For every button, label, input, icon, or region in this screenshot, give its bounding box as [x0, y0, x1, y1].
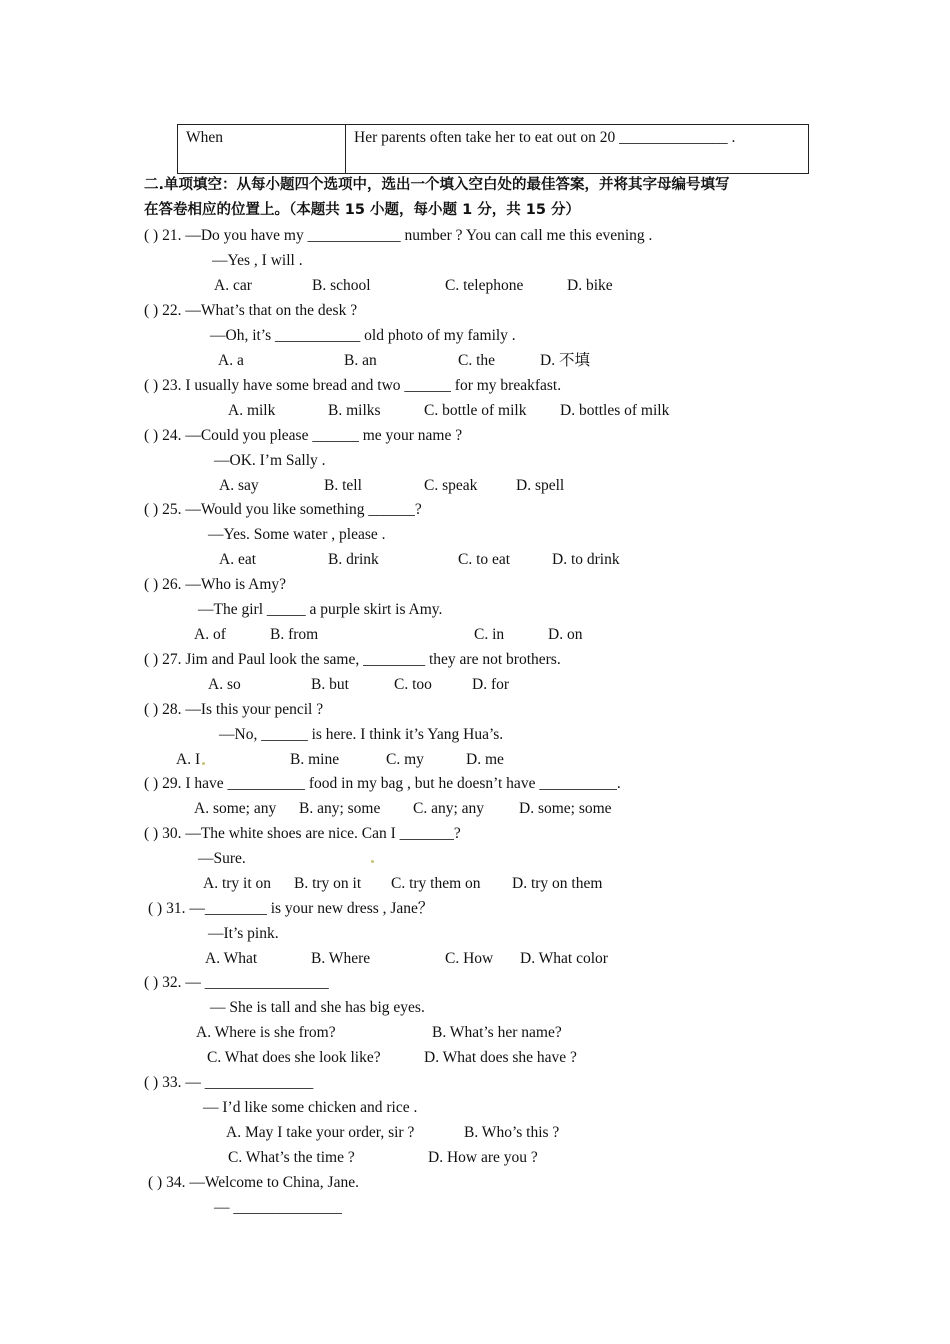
option-29-c: C. any; any	[413, 800, 485, 817]
option-28-c: C. my	[386, 751, 424, 768]
question-28-reply: —No, ______ is here. I think it’s Yang Hua’s.	[219, 726, 504, 743]
option-30-b: B. try on it	[294, 875, 362, 892]
question-34-reply: — ______________	[214, 1199, 342, 1216]
option-21-c: C. telephone	[445, 277, 524, 294]
option-26-a: A. of	[194, 626, 226, 643]
question-33-reply: — I’d like some chicken and rice .	[203, 1099, 418, 1116]
option-22-a: A. a	[218, 352, 244, 369]
option-33-c: C. What’s the time ?	[228, 1149, 355, 1166]
option-32-d: D. What does she have ?	[424, 1049, 577, 1066]
question-26: ( ) 26. —Who is Amy?	[144, 576, 287, 593]
option-31-d: D. What color	[520, 950, 608, 967]
question-33: ( ) 33. — ______________	[144, 1074, 314, 1091]
option-28-a: A. I	[176, 751, 201, 768]
option-22-d: D. 不填	[540, 352, 590, 369]
option-31-a: A. What	[205, 950, 258, 967]
question-30: ( ) 30. —The white shoes are nice. Can I _______?	[144, 825, 461, 842]
option-30-a: A. try it on	[203, 875, 272, 892]
question-22-reply: —Oh, it’s ___________ old photo of my family .	[210, 327, 516, 344]
option-26-b: B. from	[270, 626, 319, 643]
option-25-d: D. to drink	[552, 551, 620, 568]
question-28: ( ) 28. —Is this your pencil ?	[144, 701, 324, 718]
section-heading-line1: 二.单项填空：从每小题四个选项中，选出一个填入空白处的最佳答案，并将其字母编号填写	[144, 177, 730, 193]
table-label-cell: When	[178, 125, 346, 174]
stray-mark	[202, 762, 205, 765]
question-23: ( ) 23. I usually have some bread and two ______ for my breakfast.	[144, 377, 562, 394]
option-30-c: C. try them on	[391, 875, 481, 892]
option-29-d: D. some; some	[519, 800, 612, 817]
question-27: ( ) 27. Jim and Paul look the same, ________ they are not brothers.	[144, 651, 561, 668]
option-23-a: A. milk	[228, 402, 276, 419]
option-25-a: A. eat	[219, 551, 257, 568]
option-24-b: B. tell	[324, 477, 362, 494]
option-21-a: A. car	[214, 277, 252, 294]
question-31: ( ) 31. —________ is your new dress , Jane？	[148, 900, 434, 917]
question-34: ( ) 34. —Welcome to China, Jane.	[148, 1174, 359, 1191]
option-31-b: B. Where	[311, 950, 371, 967]
question-24: ( ) 24. —Could you please ______ me your name ?	[144, 427, 463, 444]
option-21-b: B. school	[312, 277, 371, 294]
option-24-c: C. speak	[424, 477, 478, 494]
option-22-c: C. the	[458, 352, 496, 369]
option-21-d: D. bike	[567, 277, 613, 294]
question-29: ( ) 29. I have __________ food in my bag , but he doesn’t have __________.	[144, 775, 621, 792]
option-33-b: B. Who’s this ?	[464, 1124, 560, 1141]
option-25-b: B. drink	[328, 551, 379, 568]
option-24-d: D. spell	[516, 477, 565, 494]
option-28-b: B. mine	[290, 751, 340, 768]
option-28-d: D. me	[466, 751, 504, 768]
question-21-reply: —Yes , I will .	[212, 252, 303, 269]
option-32-c: C. What does she look like?	[207, 1049, 381, 1066]
question-32: ( ) 32. — ________________	[144, 974, 329, 991]
question-31-reply: —It’s pink.	[208, 925, 279, 942]
question-32-reply: — She is tall and she has big eyes.	[210, 999, 425, 1016]
option-27-a: A. so	[208, 676, 241, 693]
question-25-reply: —Yes. Some water , please .	[208, 526, 386, 543]
option-33-a: A. May I take your order, sir ?	[226, 1124, 415, 1141]
question-25: ( ) 25. —Would you like something ______?	[144, 501, 422, 518]
question-26-reply: —The girl _____ a purple skirt is Amy.	[198, 601, 443, 618]
option-29-a: A. some; any	[194, 800, 277, 817]
option-24-a: A. say	[219, 477, 259, 494]
option-23-b: B. milks	[328, 402, 381, 419]
table-text-cell: Her parents often take her to eat out on 20 ______________ .	[346, 125, 809, 174]
option-25-c: C. to eat	[458, 551, 511, 568]
stray-mark	[371, 860, 374, 863]
option-33-d: D. How are you ?	[428, 1149, 538, 1166]
option-32-a: A. Where is she from?	[196, 1024, 336, 1041]
question-30-reply: —Sure.	[198, 850, 246, 867]
option-27-d: D. for	[472, 676, 510, 693]
option-22-b: B. an	[344, 352, 377, 369]
question-24-reply: —OK. I’m Sally .	[214, 452, 326, 469]
option-31-c: C. How	[445, 950, 494, 967]
info-table	[177, 124, 809, 174]
section-heading-line2: 在答卷相应的位置上。（本题共 15 小题，每小题 1 分，共 15 分）	[144, 202, 580, 218]
option-29-b: B. any; some	[299, 800, 381, 817]
option-23-d: D. bottles of milk	[560, 402, 670, 419]
option-32-b: B. What’s her name?	[432, 1024, 562, 1041]
option-27-b: B. but	[311, 676, 349, 693]
option-27-c: C. too	[394, 676, 432, 693]
question-22: ( ) 22. —What’s that on the desk ?	[144, 302, 358, 319]
option-26-c: C. in	[474, 626, 505, 643]
question-21: ( ) 21. —Do you have my ____________ number ? You can call me this evening .	[144, 227, 653, 244]
option-30-d: D. try on them	[512, 875, 603, 892]
option-26-d: D. on	[548, 626, 583, 643]
option-23-c: C. bottle of milk	[424, 402, 527, 419]
